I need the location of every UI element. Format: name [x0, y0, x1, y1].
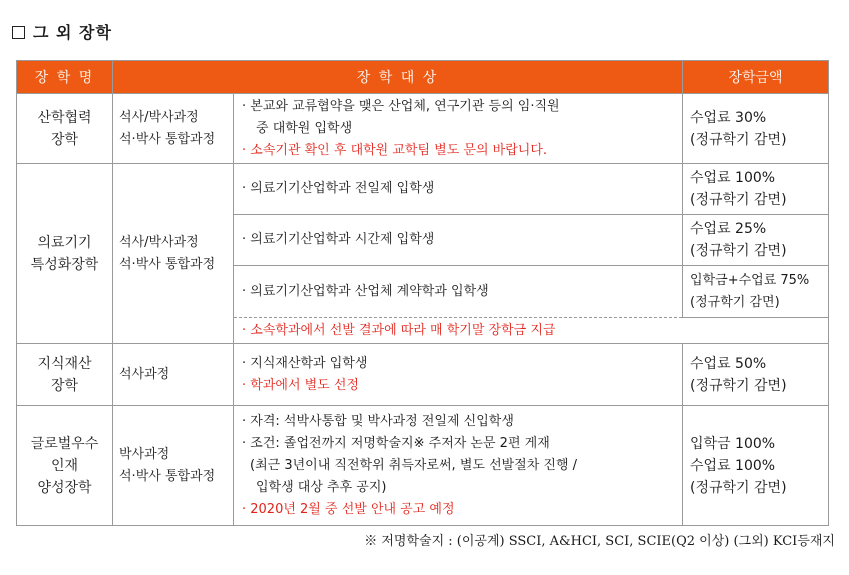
amount-cell: 입학금+수업료 75% (정규학기 감면)	[683, 266, 829, 318]
scholarship-name: 글로벌우수 인재 양성장학	[17, 406, 113, 526]
amount-cell: 수업료 30% (정규학기 감면)	[683, 94, 829, 164]
section-title	[12, 20, 112, 43]
table-row	[17, 164, 829, 215]
amount-cell: 수업료 25% (정규학기 감면)	[683, 215, 829, 266]
target-cell: · 본교와 교류협약을 맺은 산업체, 연구기관 등의 임·직원 중 대학원 입학생 · 소속기관 확인 후 대학원 교학팀 별도 문의 바랍니다.	[234, 94, 683, 164]
table-header-row	[17, 61, 829, 94]
table-row	[17, 406, 829, 526]
scholarship-table	[16, 60, 829, 526]
scholarship-name: 의료기기 특성화장학	[17, 164, 113, 344]
header-amount: 장학금액	[683, 61, 829, 94]
degree-cell: 박사과정 석·박사 통합과정	[113, 406, 234, 526]
amount-cell: 수업료 50% (정규학기 감면)	[683, 344, 829, 406]
red-note: · 2020년 2월 중 선발 안내 공고 예정	[242, 501, 455, 517]
checkbox-square-icon	[12, 26, 25, 39]
header-name: 장 학 명	[17, 61, 113, 94]
table-row	[17, 94, 829, 164]
target-cell: · 의료기기산업학과 시간제 입학생	[234, 215, 683, 266]
degree-cell: 석사과정	[113, 344, 234, 406]
amount-cell: 입학금 100% 수업료 100% (정규학기 감면)	[683, 406, 829, 526]
degree-cell: 석사/박사과정 석·박사 통합과정	[113, 94, 234, 164]
red-note: · 소속기관 확인 후 대학원 교학팀 별도 문의 바랍니다.	[242, 142, 548, 158]
table-row	[17, 344, 829, 406]
footnote: ※ 저명학술지 : (이공계) SSCI, A&HCI, SCI, SCIE(Q2 이상) (그외) KCI등재지	[364, 534, 835, 549]
amount-cell: 수업료 100% (정규학기 감면)	[683, 164, 829, 215]
scholarship-name: 지식재산 장학	[17, 344, 113, 406]
scholarship-name: 산학협력 장학	[17, 94, 113, 164]
red-note: · 소속학과에서 선발 결과에 따라 매 학기말 장학금 지급	[234, 318, 829, 344]
target-cell: · 자격: 석박사통합 및 박사과정 전일제 신입학생 · 조건: 졸업전까지 저명학술지※ 주저자 논문 2편 게재 (최근 3년이내 직전학위 취득자로써, 별도 선발절차 진행 / 입학생 대상 추후 공지) · 2020년 2월 중 선발 안내 공고 예정	[234, 406, 683, 526]
target-cell: · 지식재산학과 입학생 · 학과에서 별도 선정	[234, 344, 683, 406]
target-cell: · 의료기기산업학과 전일제 입학생	[234, 164, 683, 215]
header-target: 장 학 대 상	[113, 61, 683, 94]
red-note: · 학과에서 별도 선정	[242, 377, 359, 393]
degree-cell: 석사/박사과정 석·박사 통합과정	[113, 164, 234, 344]
target-cell: · 의료기기산업학과 산업체 계약학과 입학생	[234, 266, 683, 318]
section-title-text: 그 외 장학	[33, 23, 112, 42]
